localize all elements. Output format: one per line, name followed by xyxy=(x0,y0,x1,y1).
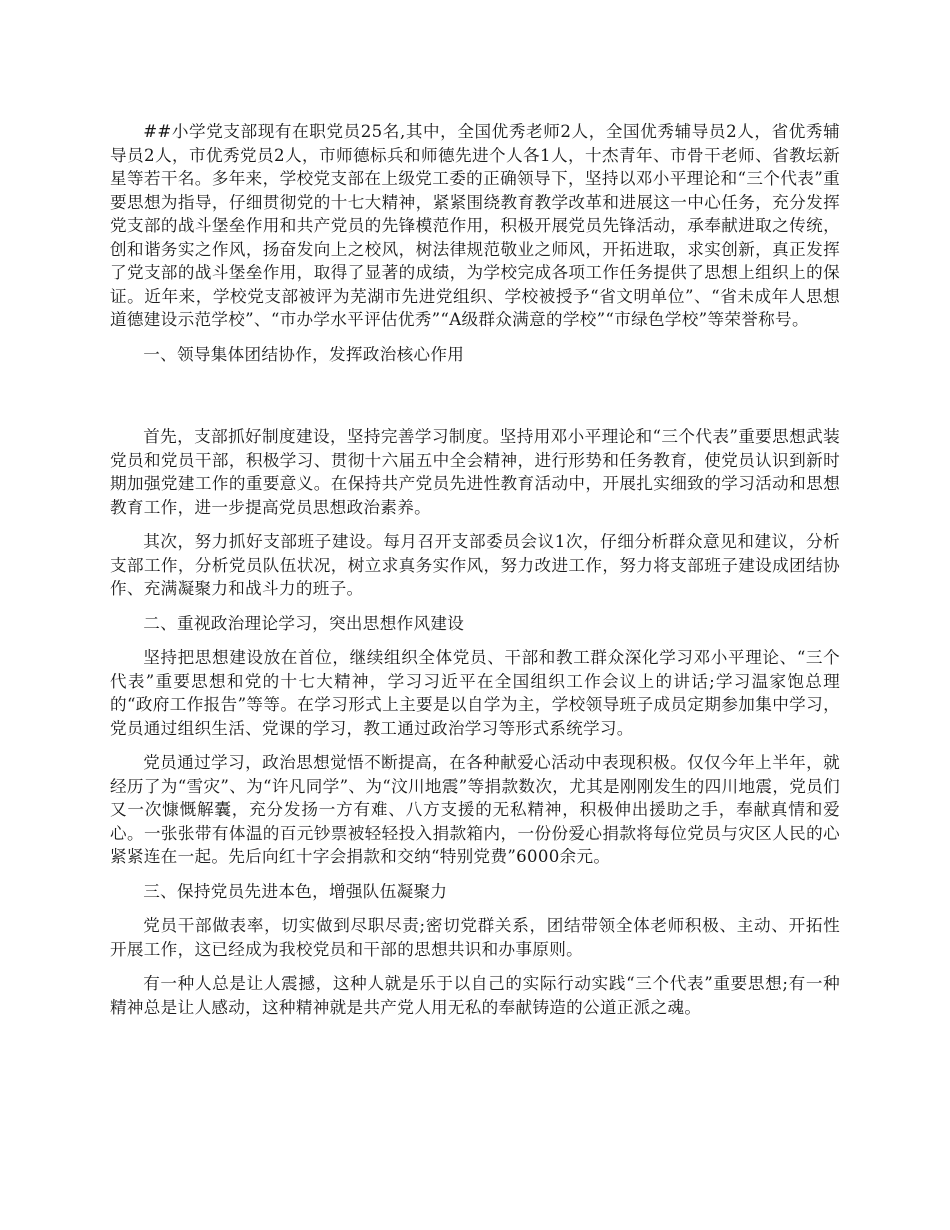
spacer xyxy=(110,377,840,425)
document-body xyxy=(110,120,840,1030)
paragraph-first: 首先，支部抓好制度建设，坚持完善学习制度。坚持用邓小平理论和“三个代表”重要思想武装党员和党员干部，积极学习、贯彻十六届五中全会精神，进行形势和任务教育，使党员认识到新时期加强党建工作的重要意义。在保持共产党员先进性教育活动中，开展扎实细致的学习活动和思想教育工作，进一步提高党员思想政治素养。 xyxy=(110,427,840,517)
paragraph-example: 党员干部做表率，切实做到尽职尽责;密切党群关系，团结带领全体老师积极、主动、开拓性开展工作，这已经成为我校党员和干部的思想共识和办事原则。 xyxy=(110,916,840,959)
paragraph-donation: 党员通过学习，政治思想觉悟不断提高，在各种献爱心活动中表现积极。仅仅今年上半年，就经历了为“雪灾”、为“许凡同学”、为“汶川地震”等捐款数次，尤其是刚刚发生的四川地震，党员们又一次慷慨解囊，充分发扬一方有难、八方支援的无私精神，积极伸出援助之手，奉献真情和爱心。一张张带有体温的百元钞票被轻轻投入捐款箱内，一份份爱心捐款将每位党员与灾区人民的心紧紧连在一起。先后向红十字会捐款和交纳“特别党费”6000余元。 xyxy=(110,753,840,866)
paragraph-second: 其次，努力抓好支部班子建设。每月召开支部委员会议1次，仔细分析群众意见和建议，分析支部工作，分析党员队伍状况，树立求真务实作风，努力改进工作，努力将支部班子建设成团结协作、充满凝聚力和战斗力的班子。 xyxy=(110,532,840,598)
intro-paragraph: ##小学党支部现有在职党员25名,其中，全国优秀老师2人，全国优秀辅导员2人，省优秀辅导员2人，市优秀党员2人，市师德标兵和师德先进个人各1人，十杰青年、市骨干老师、省教坛新星等若干名。多年来，学校党支部在上级党工委的正确领导下，坚持以邓小平理论和“三个代表”重要思想为指导，仔细贯彻党的十七大精神，紧紧围绕教育教学改革和进展这一中心任务，充分发挥党支部的战斗堡垒作用和共产党员的先锋模范作用，积极开展党员先锋活动，承奉献进取之传统，创和谐务实之作风，扬奋发向上之校风，树法律规范敬业之师风，开拓进取，求实创新，真正发挥了党支部的战斗堡垒作用，取得了显著的成绩，为学校完成各项工作任务提供了思想上组织上的保证。近年来，学校党支部被评为芜湖市先进党组织、学校被授予“省文明单位”、“省未成年人思想道德建设示范学校”、“市办学水平评估优秀”“A级群众满意的学校”“市绿色学校”等荣誉称号。 xyxy=(110,122,840,329)
paragraph-closing: 有一种人总是让人震撼，这种人就是乐于以自己的实际行动实践“三个代表”重要思想;有一种精神总是让人感动，这种精神就是共产党人用无私的奉献铸造的公道正派之魂。 xyxy=(110,974,840,1017)
section-heading-2: 二、重视政治理论学习，突出思想作风建设 xyxy=(143,613,465,633)
section-heading-3: 三、保持党员先进本色，增强队伍凝聚力 xyxy=(143,881,448,901)
section-heading-1: 一、领导集体团结协作，发挥政治核心作用 xyxy=(143,344,465,364)
paragraph-study: 坚持把思想建设放在首位，继续组织全体党员、干部和教工群众深化学习邓小平理论、“三个代表”重要思想和党的十七大精神，学习习近平在全国组织工作会议上的讲话;学习温家饱总理的“政府工作报告”等等。在学习形式上主要是以自学为主，学校领导班子成员定期参加集中学习，党员通过组织生活、党课的学习，教工通过政治学习等形式系统学习。 xyxy=(110,648,840,738)
